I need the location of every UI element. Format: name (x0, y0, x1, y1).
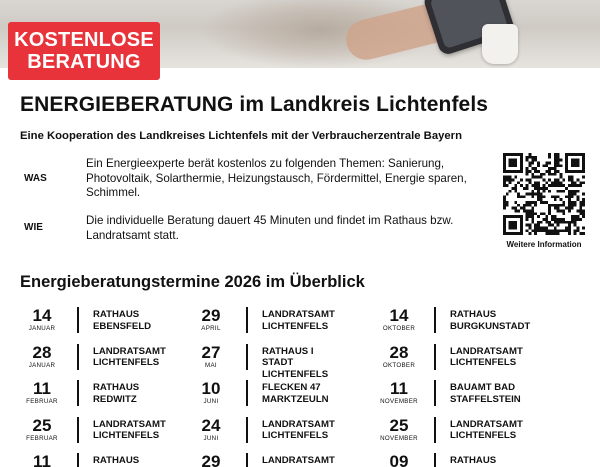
entry-day: 10 (201, 379, 221, 398)
entry-day: 14 (32, 306, 52, 325)
free-consultation-badge (8, 22, 160, 80)
entry-date (379, 379, 419, 406)
entry-location: RATHAUS REDWITZ (93, 382, 140, 405)
entry-location: LANDRATSAMT LICHTENFELS (450, 345, 523, 368)
entry-month: OKTOBER (382, 361, 416, 369)
entry-date (22, 306, 62, 333)
entry-day: 14 (389, 306, 409, 325)
entry-day: 25 (389, 415, 409, 435)
qr-code[interactable] (503, 153, 585, 235)
entry-day: 28 (32, 342, 52, 362)
entry-location: LANDRATSAMT LICHTENFELS (450, 418, 523, 441)
entry-day: 11 (33, 452, 51, 467)
entry-location: FLECKEN 47 MARKTZEULN (262, 382, 329, 405)
entry-location: RATHAUS EBENSFELD (93, 309, 152, 332)
entry-day: 29 (201, 452, 221, 467)
entry-divider (77, 344, 79, 370)
entry-location: LANDRATSAMT (262, 455, 335, 466)
qr-caption: Weitere Information (506, 240, 582, 249)
entry-divider (246, 344, 248, 370)
page-title: ENERGIEBERATUNG im Landkreis Lichtenfels (20, 93, 489, 116)
entry-day: 11 (33, 379, 51, 398)
entry-location: BAUAMT BAD STAFFELSTEIN (450, 382, 521, 405)
entry-date (191, 343, 231, 370)
coffee-cup-image (482, 24, 518, 64)
schedule-title: Energieberatungstermine 2026 im Überblick (20, 273, 365, 291)
entry-day: 29 (201, 306, 221, 325)
entry-day: 25 (32, 415, 52, 435)
entry-date (379, 416, 419, 443)
entry-month: FEBRUAR (26, 434, 58, 442)
entry-location: LANDRATSAMT LICHTENFELS (262, 418, 335, 441)
entry-month: JANUAR (28, 325, 56, 332)
entry-divider (434, 417, 436, 443)
entry-month: JANUAR (28, 361, 56, 369)
entry-month: FEBRUAR (26, 398, 58, 405)
entry-day: 24 (201, 415, 221, 435)
was-text: Ein Energieexperte berät kostenlos zu folgenden Themen: Sanierung, Photovoltaik, Solarthermie, Heizungstausch, Fördermittel, Energie sparen, Schimmel. (86, 157, 467, 199)
entry-divider (77, 453, 79, 467)
entry-date (379, 452, 419, 467)
entry-divider (246, 453, 248, 467)
entry-divider (434, 380, 436, 406)
entry-date (379, 306, 419, 333)
entry-month: NOVEMBER (380, 434, 418, 442)
entry-day: 11 (390, 379, 408, 398)
entry-location: LANDRATSAMT LICHTENFELS (93, 418, 166, 441)
entry-date (191, 306, 231, 333)
entry-date (22, 379, 62, 406)
entry-date (191, 416, 231, 443)
entry-day: 09 (389, 452, 409, 467)
entry-divider (246, 417, 248, 443)
entry-month: APRIL (201, 325, 221, 332)
badge-line-1: KOSTENLOSE (14, 29, 154, 51)
entry-month: JUNI (203, 434, 219, 442)
wie-text: Die individuelle Beratung dauert 45 Minuten und findet im Rathaus bzw. Landratsamt statt. (86, 214, 454, 242)
entry-date (191, 379, 231, 406)
entry-divider (77, 417, 79, 443)
page-subtitle: Eine Kooperation des Landkreises Lichtenfels mit der Verbraucherzentrale Bayern (20, 130, 462, 142)
entry-month: MAI (205, 361, 217, 369)
entry-date (22, 343, 62, 370)
badge-line-2: BERATUNG (27, 51, 141, 73)
entry-month: NOVEMBER (380, 398, 418, 405)
entry-day: 28 (389, 342, 409, 362)
was-label: WAS (24, 173, 47, 184)
entry-location: LANDRATSAMT LICHTENFELS (262, 309, 335, 332)
entry-date (22, 416, 62, 443)
entry-location: RATHAUS I STADT LICHTENFELS (262, 345, 329, 380)
entry-location: RATHAUS BURGKUNSTADT (450, 309, 531, 332)
entry-date (379, 343, 419, 370)
entry-divider (434, 344, 436, 370)
entry-location: LANDRATSAMT LICHTENFELS (93, 345, 166, 368)
entry-month: OKTOBER (382, 325, 416, 332)
entry-location: RATHAUS (93, 455, 140, 466)
entry-date (22, 452, 62, 467)
entry-divider (246, 307, 248, 333)
wie-label: WIE (24, 222, 43, 233)
entry-location: RATHAUS (450, 455, 497, 466)
entry-divider (246, 380, 248, 406)
entry-divider (434, 453, 436, 467)
entry-divider (434, 307, 436, 333)
entry-day: 27 (201, 342, 221, 362)
entry-date (191, 452, 231, 467)
entry-divider (77, 380, 79, 406)
entry-month: JUNI (203, 398, 219, 405)
entry-divider (77, 307, 79, 333)
